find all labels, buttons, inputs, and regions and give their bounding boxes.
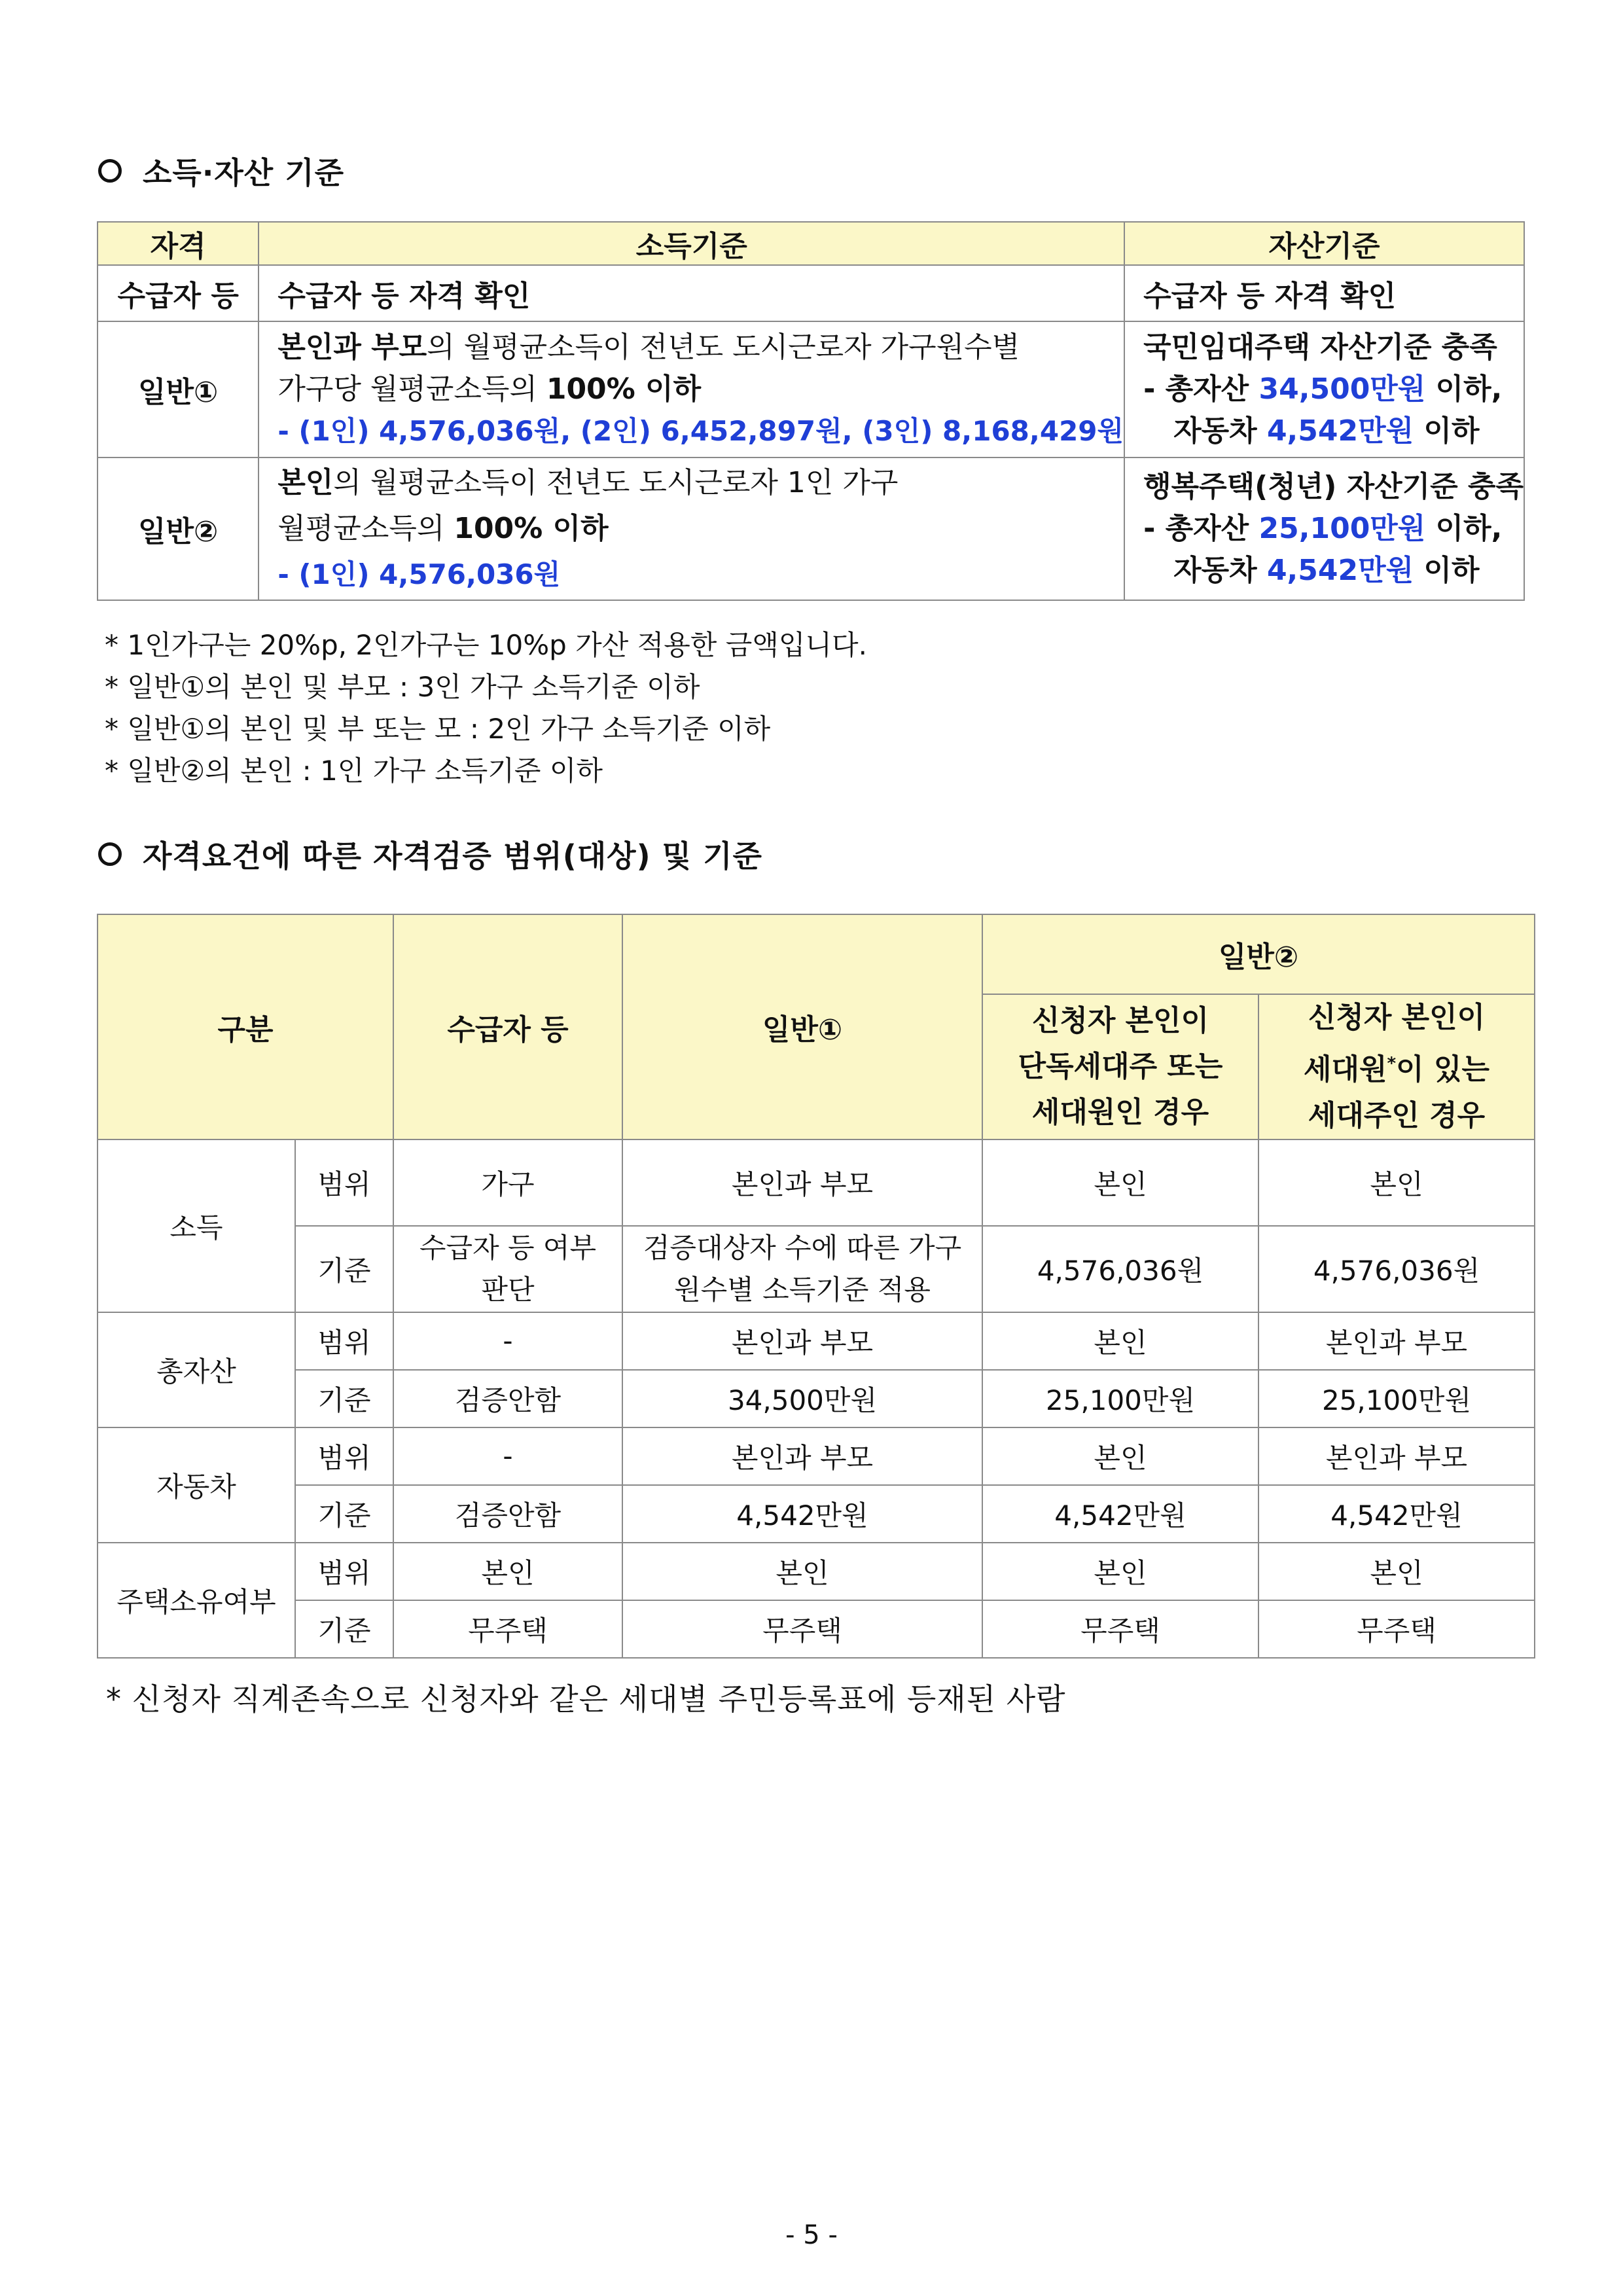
table2-header-row1 [98, 914, 1535, 994]
note-item: * 일반①의 본인 및 부모 : 3인 가구 소득기준 이하 [105, 671, 700, 703]
table-row [98, 1543, 1535, 1600]
cell-general2b: 4,576,036원 [1258, 1226, 1535, 1312]
page-number: - 5 - [785, 2220, 838, 2250]
general2-income-amounts: - (1인) 4,576,036원 [277, 558, 561, 590]
cell-general2a: 25,100만원 [982, 1370, 1258, 1427]
general2-asset-title: 행복주택(청년) 자산기준 충족 [1143, 470, 1524, 503]
row-type: 기준 [295, 1600, 393, 1658]
cell-recipient: 본인 [393, 1543, 622, 1600]
table1-row-recipient [98, 265, 1524, 321]
header-general2-sub2 [1258, 994, 1535, 1139]
header-general1: 일반① [622, 914, 982, 1139]
general1-income-amounts: - (1인) 4,576,036원, (2인) 6,452,897원, (3인) 8,168,429원 [277, 415, 1124, 447]
row-label-general1: 일반① [98, 321, 259, 457]
general1-asset-title: 국민임대주택 자산기준 충족 [1143, 331, 1497, 364]
footnote-marker: * [1387, 1054, 1397, 1073]
cell-general2a: 본인 [982, 1427, 1258, 1485]
g2-sub2-word: 세대원 [1304, 1052, 1387, 1086]
general2-income-line2 [277, 506, 1124, 552]
cell-general2a: 본인 [982, 1312, 1258, 1370]
section2-heading [98, 833, 762, 876]
cell-general2b: 본인과 부모 [1258, 1312, 1535, 1370]
header-general2: 일반② [982, 914, 1535, 994]
row-type: 기준 [295, 1226, 393, 1312]
cell-general1: 검증대상자 수에 따른 가구원수별 소득기준 적용 [622, 1226, 982, 1312]
cell-general2a: 본인 [982, 1543, 1258, 1600]
header-recipient: 수급자 등 [393, 914, 622, 1139]
general1-asset-car [1143, 410, 1524, 452]
recipient-asset: 수급자 등 자격 확인 [1124, 265, 1524, 321]
group-label-vehicle: 자동차 [98, 1427, 295, 1543]
header-qualification: 자격 [98, 222, 259, 265]
table-row [98, 1370, 1535, 1427]
cell-recipient: 무주택 [393, 1600, 622, 1658]
section1-heading-text: 소득·자산 기준 [143, 155, 345, 190]
note-item: * 일반①의 본인 및 부 또는 모 : 2인 가구 소득기준 이하 [105, 713, 771, 745]
g2-sub2-line [1259, 1041, 1534, 1093]
general2-asset-car-prefix: 자동차 [1173, 554, 1267, 587]
general1-asset-total-suffix: 이하, [1425, 372, 1503, 406]
general2-income-line1 [277, 460, 1124, 506]
general2-asset-total-suffix: 이하, [1425, 512, 1503, 545]
g2-sub2-word: 이 있는 [1396, 1052, 1489, 1086]
table-row [98, 1427, 1535, 1485]
row-type: 범위 [295, 1139, 393, 1226]
row-type: 기준 [295, 1370, 393, 1427]
row-type: 범위 [295, 1312, 393, 1370]
header-income-criteria: 소득기준 [259, 222, 1124, 265]
general1-asset [1124, 321, 1524, 457]
cell-general1: 4,542만원 [622, 1485, 982, 1543]
header-category: 구분 [98, 914, 393, 1139]
general2-income-text2: 월평균소득의 [277, 512, 454, 545]
group-label-income: 소득 [98, 1139, 295, 1312]
table-row [98, 1226, 1535, 1312]
cell-recipient: 검증안함 [393, 1370, 622, 1427]
circle-bullet-icon [98, 159, 122, 183]
table1-header-row [98, 222, 1524, 265]
income-asset-criteria-table [97, 221, 1525, 601]
cell-general2b: 본인과 부모 [1258, 1427, 1535, 1485]
cell-recipient: - [393, 1427, 622, 1485]
cell-general1: 본인과 부모 [622, 1427, 982, 1485]
table-row [98, 1139, 1535, 1226]
general2-income-text1: 의 월평균소득이 전년도 도시근로자 1인 가구 [333, 466, 899, 499]
general2-asset-car-value: 4,542만원 [1266, 554, 1414, 587]
general1-asset-total-value: 34,500만원 [1258, 372, 1426, 406]
general1-asset-car-prefix: 자동차 [1173, 414, 1267, 448]
g2-sub1-line: 단독세대주 또는 [1018, 1049, 1223, 1083]
cell-general1: 본인과 부모 [622, 1312, 982, 1370]
general2-income-bold2: 100% 이하 [454, 512, 609, 545]
general2-asset-car [1143, 550, 1524, 592]
section1-heading [98, 149, 344, 192]
cell-general2b: 무주택 [1258, 1600, 1535, 1658]
section1-notes [105, 624, 867, 792]
table-row [98, 1312, 1535, 1370]
row-type: 기준 [295, 1485, 393, 1543]
cell-general2a: 4,542만원 [982, 1485, 1258, 1543]
general2-income-bold1: 본인 [277, 466, 334, 499]
table2-footnote: * 신청자 직계존속으로 신청자와 같은 세대별 주민등록표에 등재된 사람 [106, 1681, 1066, 1717]
note-item: * 1인가구는 20%p, 2인가구는 10%p 가산 적용한 금액입니다. [105, 629, 867, 661]
g2-sub2-line: 신청자 본인이 [1308, 1001, 1486, 1034]
table-row [98, 1485, 1535, 1543]
general1-income-line2 [277, 368, 1124, 410]
cell-general1: 본인과 부모 [622, 1139, 982, 1226]
general2-asset-total [1143, 508, 1524, 550]
cell-general2b: 본인 [1258, 1543, 1535, 1600]
cell-general1: 무주택 [622, 1600, 982, 1658]
general1-income-text2: 가구당 월평균소득의 [277, 372, 546, 406]
header-general2-sub1 [982, 994, 1258, 1139]
cell-recipient: 수급자 등 여부 판단 [393, 1226, 622, 1312]
cell-general2a: 무주택 [982, 1600, 1258, 1658]
g2-sub1-line: 세대원인 경우 [1031, 1095, 1209, 1129]
general1-income-bold2: 100% 이하 [546, 372, 702, 406]
general1-asset-total [1143, 368, 1524, 410]
section2-heading-text: 자격요건에 따른 자격검증 범위(대상) 및 기준 [143, 838, 762, 874]
row-type: 범위 [295, 1427, 393, 1485]
cell-general1: 34,500만원 [622, 1370, 982, 1427]
table1-row-general1 [98, 321, 1524, 457]
general2-asset-total-value: 25,100만원 [1258, 512, 1426, 545]
cell-recipient: - [393, 1312, 622, 1370]
recipient-income: 수급자 등 자격 확인 [259, 265, 1124, 321]
row-type: 범위 [295, 1543, 393, 1600]
cell-recipient: 검증안함 [393, 1485, 622, 1543]
cell-general2b: 25,100만원 [1258, 1370, 1535, 1427]
cell-general2b: 본인 [1258, 1139, 1535, 1226]
general2-asset [1124, 457, 1524, 600]
general1-income-bold1: 본인과 부모 [277, 331, 427, 364]
cell-general1: 본인 [622, 1543, 982, 1600]
cell-general2b: 4,542만원 [1258, 1485, 1535, 1543]
note-item: * 일반②의 본인 : 1인 가구 소득기준 이하 [105, 755, 603, 787]
general1-asset-total-prefix: - 총자산 [1143, 372, 1259, 406]
g2-sub2-line: 세대주인 경우 [1308, 1098, 1486, 1132]
circle-bullet-icon [98, 842, 122, 866]
cell-general2a: 4,576,036원 [982, 1226, 1258, 1312]
general2-income [259, 457, 1124, 600]
table-row [98, 1600, 1535, 1658]
verification-scope-table [97, 914, 1535, 1659]
general1-asset-car-value: 4,542만원 [1266, 414, 1414, 448]
general1-income-line1 [277, 327, 1124, 368]
general1-income-text1: 의 월평균소득이 전년도 도시근로자 가구원수별 [427, 331, 1020, 364]
general1-income [259, 321, 1124, 457]
header-asset-criteria: 자산기준 [1124, 222, 1524, 265]
g2-sub1-line: 신청자 본인이 [1031, 1003, 1209, 1037]
group-label-total-assets: 총자산 [98, 1312, 295, 1427]
cell-recipient: 가구 [393, 1139, 622, 1226]
general1-asset-car-suffix: 이하 [1414, 414, 1480, 448]
cell-general2a: 본인 [982, 1139, 1258, 1226]
row-label-recipient: 수급자 등 [98, 265, 259, 321]
general2-asset-car-suffix: 이하 [1414, 554, 1480, 587]
row-label-general2: 일반② [98, 457, 259, 600]
general2-asset-total-prefix: - 총자산 [1143, 512, 1259, 545]
group-label-home-ownership: 주택소유여부 [98, 1543, 295, 1658]
table1-row-general2 [98, 457, 1524, 600]
